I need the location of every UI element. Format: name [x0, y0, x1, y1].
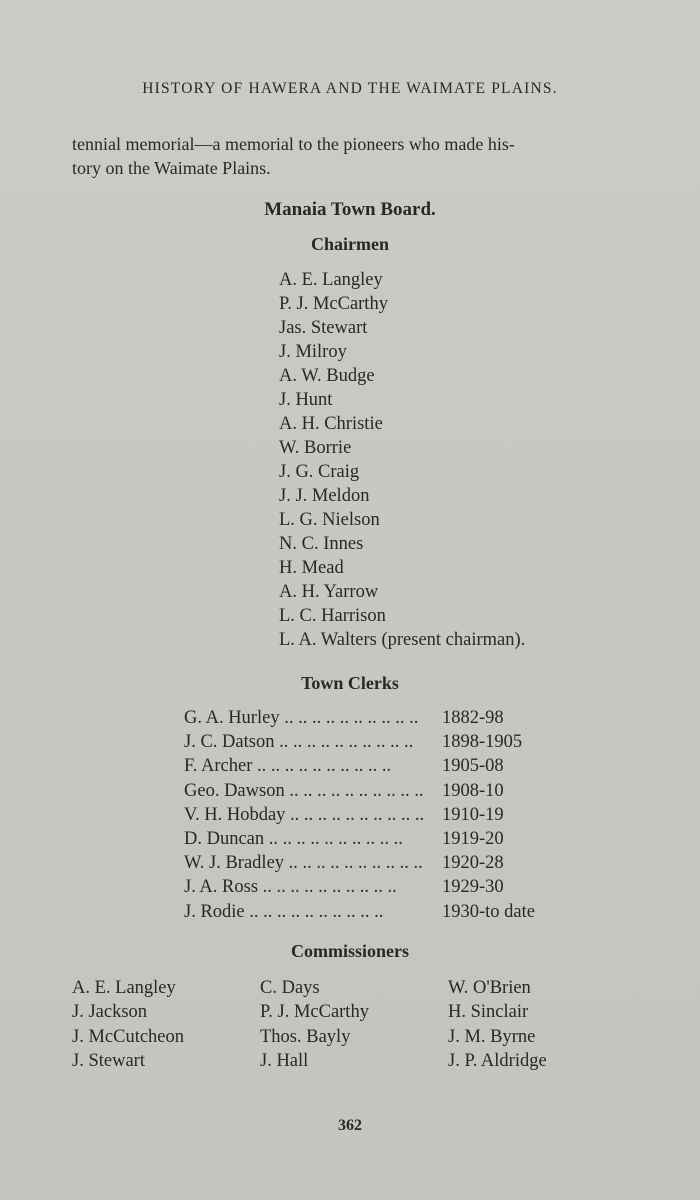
chairman-name: J. Milroy — [279, 342, 347, 362]
chairmen-heading: Chairmen — [311, 234, 389, 254]
clerk-name-cell — [184, 803, 442, 827]
clerk-row — [184, 779, 535, 803]
clerk-row — [184, 730, 535, 754]
commissioner-name: J. Hall — [260, 1050, 309, 1071]
commissioner-name: C. Days — [260, 978, 320, 998]
intro-line: tennial memorial—a memorial to the pioneers who made his- — [72, 134, 515, 154]
chairman-name: J. J. Meldon — [279, 486, 370, 506]
clerk-name-cell — [184, 827, 442, 851]
leader-dots: .. .. .. .. .. .. .. .. .. .. — [244, 901, 384, 922]
leader-dots: .. .. .. .. .. .. .. .. .. .. — [285, 804, 425, 825]
town-clerks-list — [184, 706, 535, 924]
clerk-row — [184, 900, 535, 924]
clerk-name: J. C. Datson — [184, 732, 275, 753]
town-clerks-heading: Town Clerks — [301, 673, 399, 693]
commissioners-column — [72, 976, 184, 1073]
clerk-name: D. Duncan — [184, 829, 265, 850]
clerk-row — [184, 827, 535, 851]
clerk-row — [184, 875, 535, 899]
clerk-name: V. H. Hobday — [184, 804, 286, 825]
clerk-name-cell — [184, 754, 442, 778]
leader-dots: .. .. .. .. .. .. .. .. .. .. — [284, 780, 424, 801]
clerk-name-cell — [184, 875, 442, 899]
running-head: HISTORY OF HAWERA AND THE WAIMATE PLAINS. — [142, 80, 558, 97]
clerk-row — [184, 851, 535, 875]
clerk-years: 1919-20 — [442, 829, 504, 850]
clerk-name-cell — [184, 779, 442, 803]
clerk-years: 1908-10 — [442, 780, 504, 801]
clerk-years: 1929-30 — [442, 877, 504, 898]
intro-paragraph — [72, 132, 642, 180]
leader-dots: .. .. .. .. .. .. .. .. .. .. — [264, 829, 403, 850]
intro-line: tory on the Waimate Plains. — [72, 158, 271, 178]
leader-dots: .. .. .. .. .. .. .. .. .. .. — [284, 853, 423, 874]
clerk-name: Geo. Dawson — [184, 780, 285, 801]
chairman-name: J. G. Craig — [279, 462, 360, 482]
commissioners-column — [448, 976, 547, 1073]
commissioner-name: J. P. Aldridge — [448, 1050, 547, 1071]
board-title: Manaia Town Board. — [264, 199, 436, 220]
chairmen-list — [279, 268, 525, 652]
commissioner-name: J. Jackson — [72, 1002, 148, 1023]
chairman-name: A. H. Christie — [279, 414, 383, 434]
leader-dots: .. .. .. .. .. .. .. .. .. .. — [274, 732, 414, 753]
clerk-name: G. A. Hurley — [184, 708, 280, 728]
clerk-name-cell — [184, 730, 442, 754]
chairman-name: L. A. Walters (present chairman). — [279, 630, 526, 650]
clerk-years: 1930-to date — [442, 901, 535, 922]
chairman-name: W. Borrie — [279, 438, 352, 458]
chairman-name: N. C. Innes — [279, 534, 364, 554]
chairman-name: L. G. Nielson — [279, 510, 380, 530]
page-number: 362 — [338, 1117, 362, 1134]
chairman-name: J. Hunt — [279, 390, 333, 410]
commissioners-column — [260, 976, 369, 1073]
commissioner-name: J. Stewart — [72, 1050, 145, 1071]
clerk-years: 1882-98 — [442, 708, 504, 728]
clerk-years: 1910-19 — [442, 804, 504, 825]
leader-dots: .. .. .. .. .. .. .. .. .. .. — [258, 877, 397, 898]
commissioner-name: A. E. Langley — [72, 978, 176, 998]
clerk-years: 1920-28 — [442, 853, 504, 874]
chairman-name: A. H. Yarrow — [279, 582, 379, 602]
commissioner-name: W. O'Brien — [448, 978, 531, 998]
chairman-name: H. Mead — [279, 558, 344, 578]
leader-dots: .. .. .. .. .. .. .. .. .. .. — [279, 708, 419, 728]
clerk-years: 1905-08 — [442, 756, 504, 777]
commissioner-name: Thos. Bayly — [260, 1026, 351, 1047]
clerk-row — [184, 706, 535, 730]
clerk-name-cell — [184, 706, 442, 730]
clerk-name: J. Rodie — [184, 901, 245, 922]
clerk-row — [184, 803, 535, 827]
clerk-name-cell — [184, 851, 442, 875]
clerk-name: J. A. Ross — [184, 877, 259, 898]
commissioners-heading: Commissioners — [291, 941, 409, 961]
commissioner-name: P. J. McCarthy — [260, 1002, 369, 1023]
leader-dots: .. .. .. .. .. .. .. .. .. .. — [252, 756, 392, 777]
clerk-name: W. J. Bradley — [184, 853, 285, 874]
chairman-name: A. E. Langley — [279, 270, 383, 290]
chairman-name: P. J. McCarthy — [279, 294, 388, 314]
commissioner-name: H. Sinclair — [448, 1002, 529, 1023]
chairman-name: A. W. Budge — [279, 366, 375, 386]
clerk-years: 1898-1905 — [442, 732, 523, 753]
clerk-row — [184, 754, 535, 778]
chairman-name: L. C. Harrison — [279, 606, 386, 626]
chairman-name: Jas. Stewart — [279, 318, 368, 338]
clerk-name: F. Archer — [184, 756, 253, 777]
commissioner-name: J. McCutcheon — [72, 1026, 185, 1047]
clerk-name-cell — [184, 900, 442, 924]
commissioner-name: J. M. Byrne — [448, 1026, 536, 1047]
